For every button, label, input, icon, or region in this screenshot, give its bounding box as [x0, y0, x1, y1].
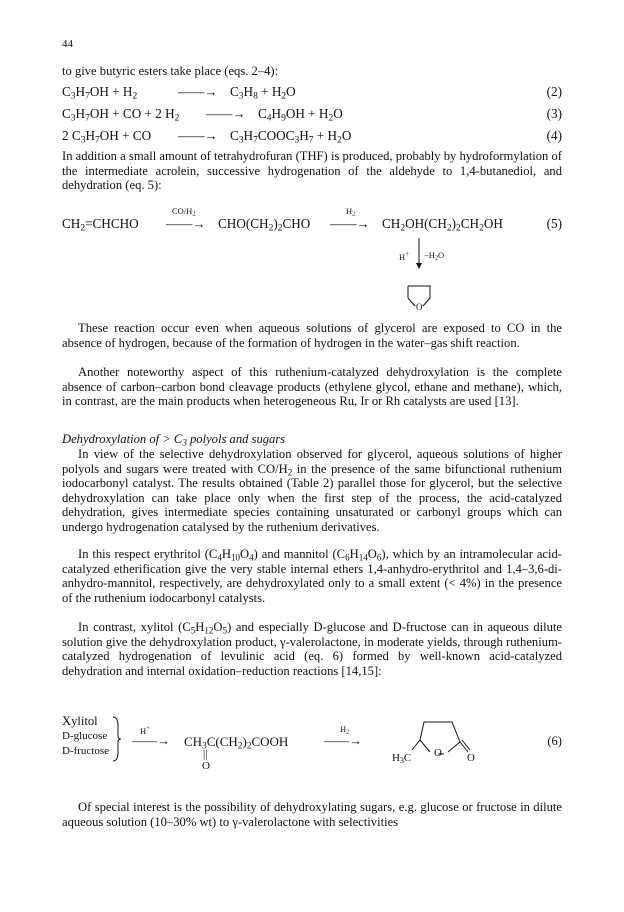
paragraph-polyols: In view of the selective dehydroxylation observed for glycerol, aqueous solutions of higher polyols and sugars were treated with $CO/H_2$ in the presence of the same bifunctional ruthenium iodocarbonyl catalyst. The results obtained (Table 2) parallel those for glycerol, but the selective dehydroxylation can take place only when the first step of the process, the acid-catalyzed dehydration, gives intermediate species containing unsaturated or carbonyl groups which can undergo hydrogenation catalysed by the ruthenium derivatives. — [62, 447, 562, 534]
eq6-carbonyl-bond: || — [203, 748, 208, 760]
eq2-rhs: $C_3H_8 + H_2O$ — [230, 84, 296, 102]
eq6-exo-oxygen: O — [467, 752, 475, 764]
eq5-product: $CH_2OH(CH_2)_2CH_2OH$ — [382, 216, 503, 234]
eq2-number: (2) — [546, 84, 562, 99]
eq6-carbonyl-oxygen: O — [202, 760, 210, 772]
thf-ring-oxygen: O — [416, 302, 423, 312]
valerolactone-structure — [392, 714, 502, 774]
eq5-down-reagent-left: H+ — [399, 250, 410, 262]
eq6-methyl: $H_3C$ — [392, 752, 412, 766]
eq6-arrow-2: ——→ — [324, 734, 362, 748]
eq3-rhs: $C_4H_9OH + H_2O$ — [258, 106, 343, 124]
thf-paragraph: In addition a small amount of tetrahydrofuran (THF) is produced, probably by hydroformylation of the intermediate acrolein, successive hydrogenation of the aldehyde to 1,4-butanediol, and dehydration (eq. 5): — [62, 149, 562, 193]
equation-4 — [62, 128, 562, 146]
eq6-arrow-1: ——→ — [132, 734, 170, 748]
eq4-number: (4) — [546, 128, 562, 143]
paragraph-special-interest: Of special interest is the possibility of dehydroxylating sugars, e.g. glucose or fructose in dilute aqueous solution (10–30% wt) to γ-valerolactone with selectivities — [62, 800, 562, 829]
equation-6 — [62, 714, 562, 784]
eq6-reactant-fructose: D-fructose — [62, 745, 110, 757]
eq5-down-reagent-right: $-H_2O$ — [424, 250, 445, 262]
intro-line: to give butyric esters take place (eqs. 2–4): — [62, 64, 279, 78]
eq6-reagent-2: $H_2$ — [340, 724, 350, 736]
eq6-intermediate: $CH_3C(CH_2)_2COOH$ — [184, 734, 289, 752]
eq5-reagent-2: $H_2$ — [346, 206, 356, 218]
eq2-arrow: ——→ — [178, 84, 218, 99]
equation-5 — [62, 206, 562, 234]
eq4-rhs: $C_3H_7COOC_3H_7 + H_2O$ — [230, 128, 352, 146]
eq6-number: (6) — [547, 734, 562, 748]
equation-3 — [62, 106, 562, 124]
equation-2 — [62, 84, 562, 102]
eq3-arrow: ——→ — [206, 106, 246, 121]
eq2-lhs: $C_3H_7OH + H_2$ — [62, 84, 138, 102]
eq5-arrow-1: ——→ — [166, 216, 206, 231]
paragraph-glycerol-co: These reaction occur even when aqueous solutions of glycerol are exposed to CO in the absence of hydrogen, because of the formation of hydrogen in the water–gas shift reaction. — [62, 321, 562, 350]
eq5-reactant: $CH_2=CHCHO$ — [62, 216, 139, 234]
eq6-reagent-1: H+ — [140, 724, 151, 736]
eq5-number: (5) — [546, 216, 562, 231]
paragraph-erythritol: In this respect erythritol $(C_4H_{10}O_4)$ and mannitol $(C_6H_{14}O_6)$, which by an intramolecular acid-catalyzed etherification give the very stable internal ethers 1,4-anhydro-erythritol and 1,4–3,6-di-anhydro-mannitol, respectively, are dehydroxylated only to a small extent (< 4%) in the presence of the ruthenium iodocarbonyl catalysts. — [62, 547, 562, 605]
eq5-reagent-1: $CO/H_2$ — [172, 206, 196, 218]
eq4-lhs: 2 $C_3H_7OH$ + CO — [62, 128, 152, 146]
page-number: 44 — [62, 38, 73, 50]
eq6-reactant-glucose: D-glucose — [62, 730, 108, 742]
eq6-reactant-xylitol: Xylitol — [62, 714, 98, 728]
eq3-lhs: $C_3H_7OH$ + CO + 2 $H_2$ — [62, 106, 180, 124]
eq5-intermediate: $CHO(CH_2)_2CHO$ — [218, 216, 311, 234]
eq6-ring-oxygen: O — [434, 747, 442, 759]
eq4-arrow: ——→ — [178, 128, 218, 143]
eq6-brace — [112, 716, 122, 762]
eq3-number: (3) — [546, 106, 562, 121]
paragraph-xylitol: In contrast, xylitol $(C_5H_{12}O_5)$ and especially D-glucose and D-fructose can in aqueous dilute solution give the dehydroxylation product, γ-valerolactone, in moderate yields, through ruthenium-catalyzed hydrogenation of levulinic acid (eq. 6) formed by well-known acid-catalyzed dehydration and internal oxidation–reduction reactions [14,15]: — [62, 620, 562, 678]
eq5-arrow-2: ——→ — [330, 216, 370, 231]
paragraph-cc-cleavage: Another noteworthy aspect of this ruthenium-catalyzed dehydroxylation is the complete absence of carbon–carbon bond cleavage products (ethylene glycol, ethane and methane), which, in contrast, are the main products when heterogeneous Ru, Ir or Rh catalysts are used [13]. — [62, 365, 562, 409]
section-heading: Dehydroxylation of > $C_3$ polyols and sugars — [62, 432, 286, 448]
